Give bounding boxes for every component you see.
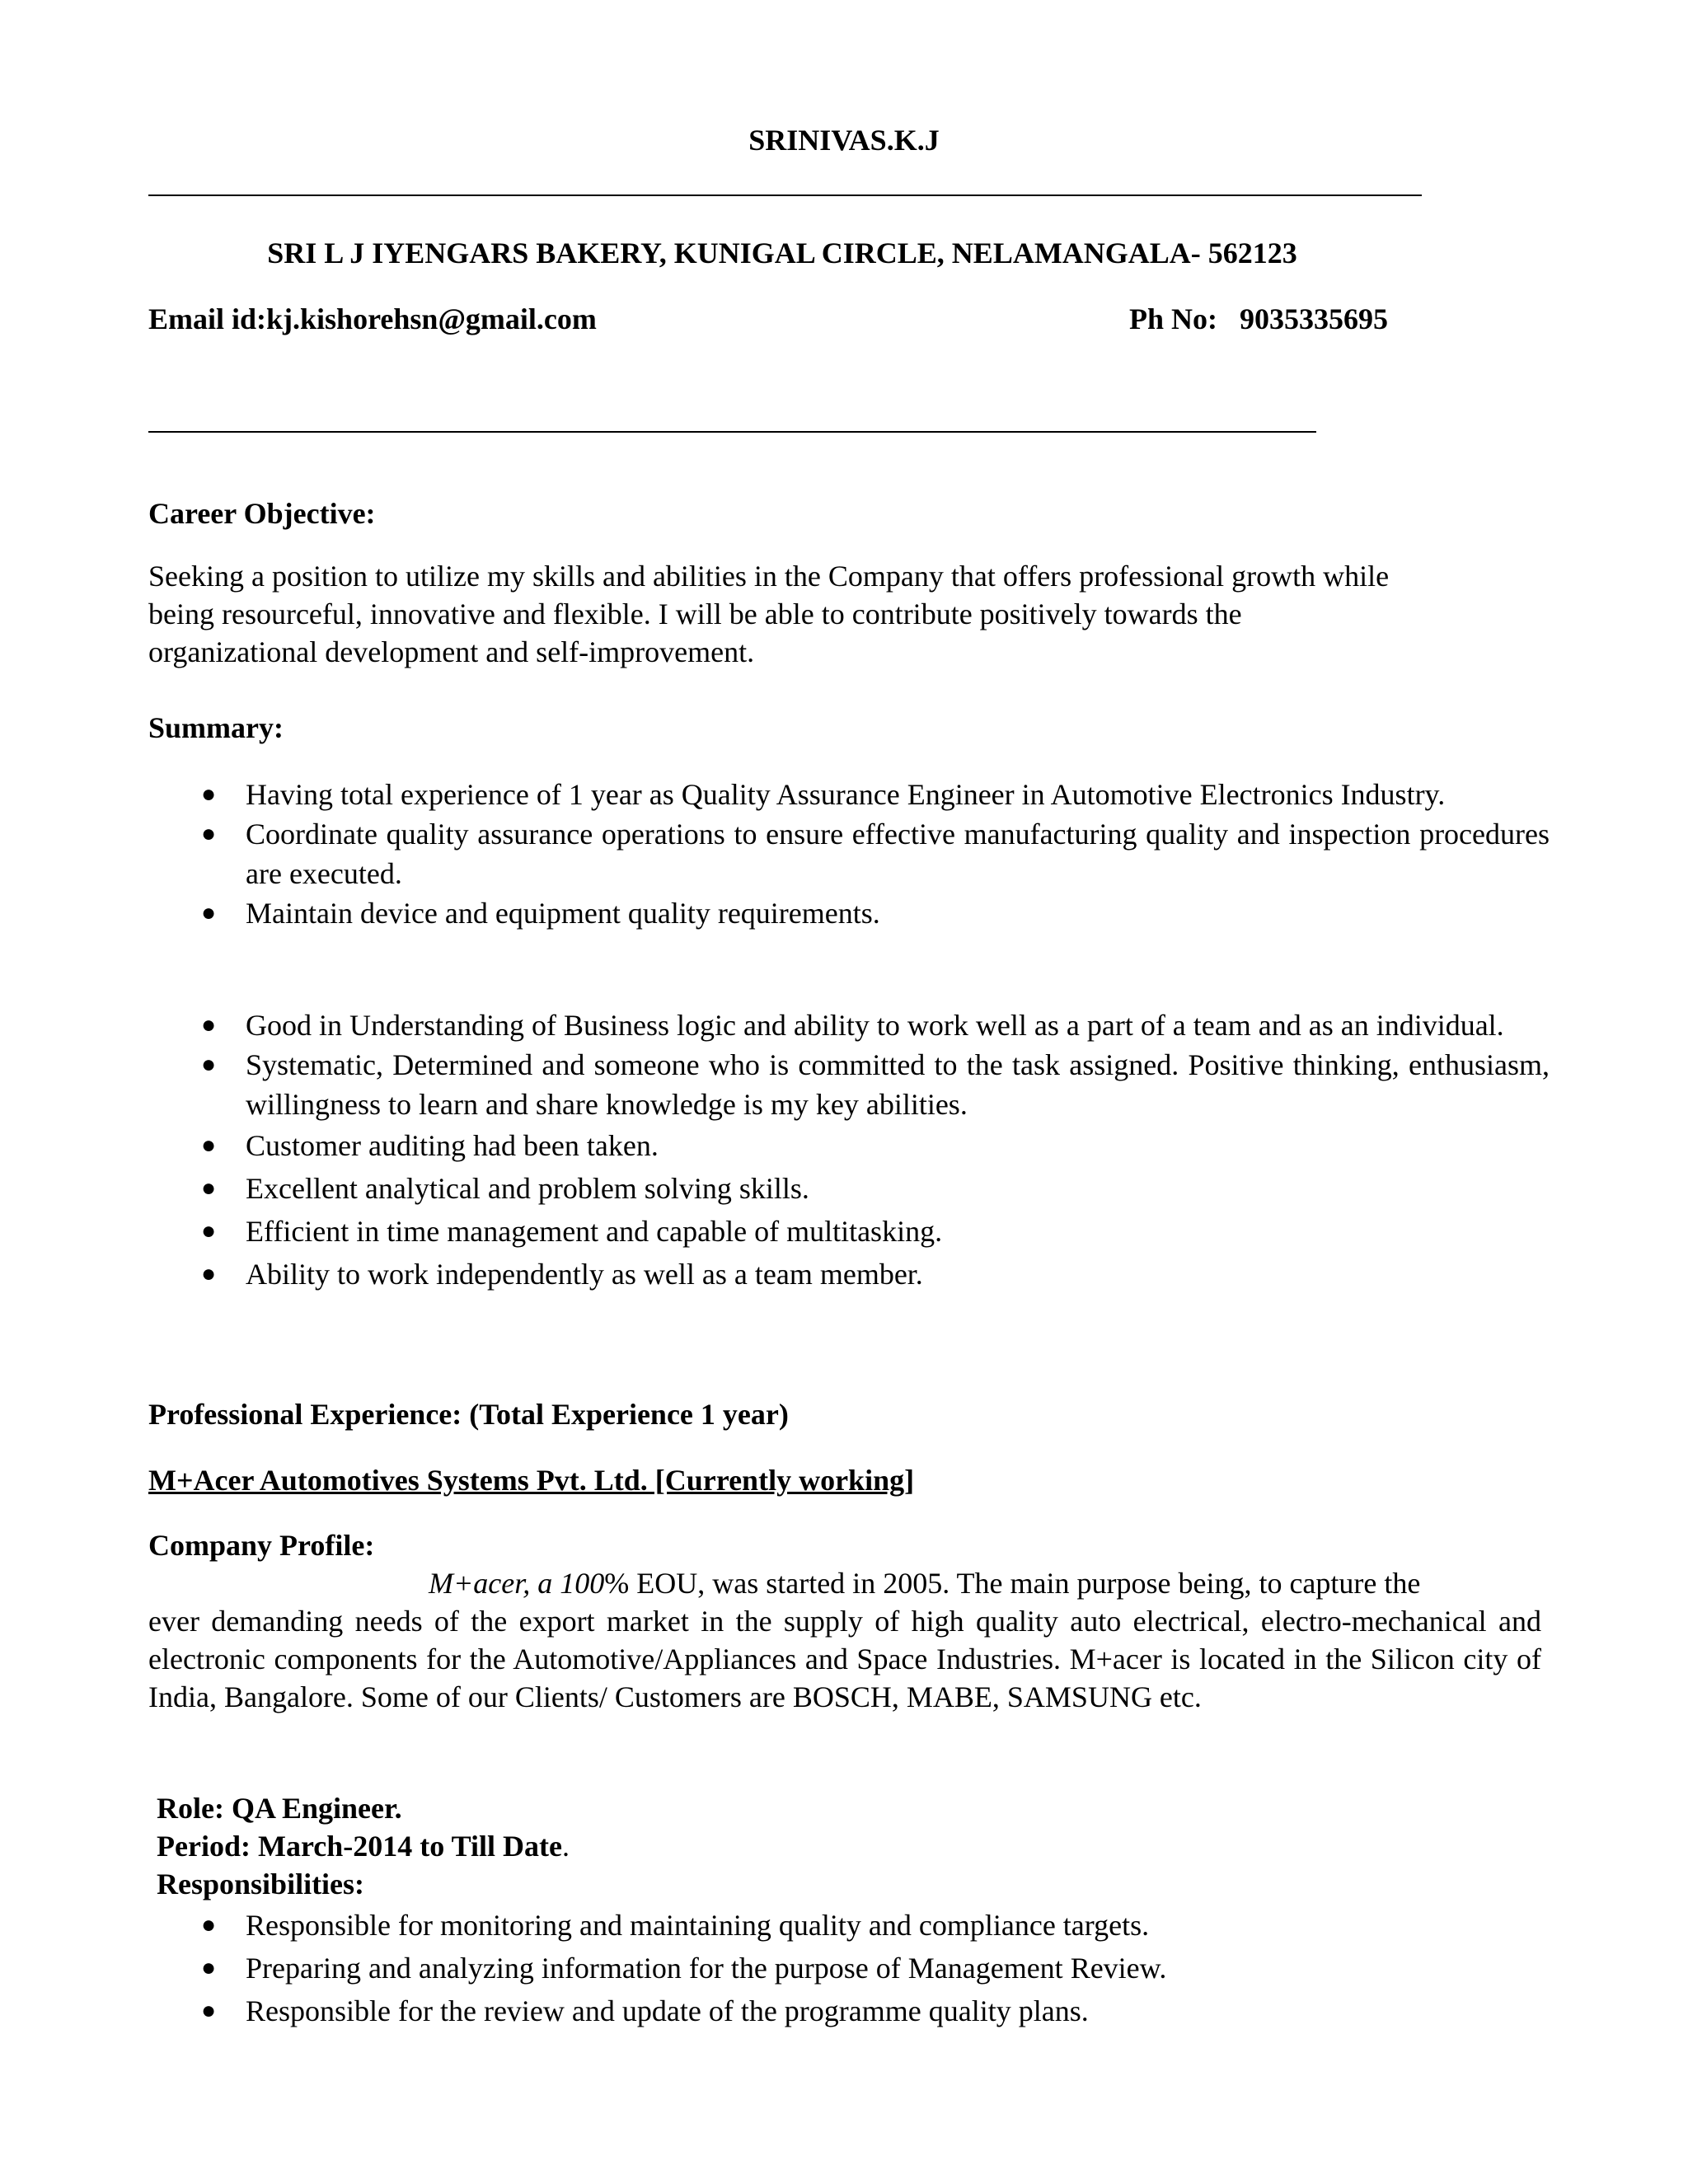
career-objective-line: being resourceful, innovative and flexible. I will be able to contribute positively towards the — [148, 598, 1242, 630]
summary-list-2 — [148, 1005, 1550, 1294]
list-item: ● Excellent analytical and problem solving skills. — [148, 1169, 1550, 1208]
list-item: ● Good in Understanding of Business logic and ability to work well as a part of a team and as an individual. — [148, 1005, 1550, 1045]
bullet-icon: ● — [201, 1217, 217, 1244]
responsibilities-list — [148, 1904, 1550, 2032]
bullet-icon: ● — [201, 899, 217, 926]
candidate-phone — [1129, 301, 1388, 337]
list-item: ● Ability to work independently as well as a team member. — [148, 1254, 1550, 1294]
bullet-icon: ● — [201, 1132, 217, 1159]
period — [157, 1828, 570, 1864]
experience-heading: Professional Experience: (Total Experience 1 year) — [148, 1398, 789, 1431]
bullet-icon: ● — [201, 780, 217, 808]
company-profile-rest: % EOU, was started in 2005. The main purpose being, to capture the — [604, 1567, 1421, 1600]
career-objective-text — [148, 557, 1541, 671]
summary-list-1 — [148, 775, 1550, 933]
bullet-icon: ● — [201, 1954, 217, 1981]
list-item: ● Efficient in time management and capable of multitasking. — [148, 1212, 1550, 1251]
list-item: ● Customer auditing had been taken. — [148, 1126, 1550, 1165]
company-profile-body: ever demanding needs of the export market in the supply of high quality auto electrical, electro-mechanical and electronic components for the Automotive/Appliances and Space Industries. M+acer is located in the Silicon city of India, Bangalore. Some of our Clients/ Customers are BOSCH, MABE, SAMSUNG etc. — [148, 1605, 1541, 1713]
company-name: M+Acer Automotives Systems Pvt. Ltd. [Currently working] — [148, 1464, 915, 1497]
list-item: ● Systematic, Determined and someone who is committed to the task assigned. Positive thinking, enthusiasm, willingness to learn and share knowledge is my key abilities. — [148, 1045, 1550, 1124]
bullet-icon: ● — [201, 1011, 217, 1038]
list-item: ● Maintain device and equipment quality requirements. — [148, 893, 1550, 933]
candidate-email: Email id:kj.kishorehsn@gmail.com — [148, 302, 597, 335]
summary-heading: Summary: — [148, 711, 284, 744]
list-item: ● Responsible for monitoring and maintaining quality and compliance targets. — [148, 1904, 1550, 1947]
period-text: Period: March-2014 to Till Date — [157, 1830, 562, 1863]
company-profile-italic: M+acer, a 100 — [429, 1567, 605, 1600]
company-profile-heading: Company Profile: — [148, 1529, 375, 1562]
career-objective-line: organizational development and self-improvement. — [148, 635, 755, 668]
list-item: ● Having total experience of 1 year as Quality Assurance Engineer in Automotive Electronics Industry. — [148, 775, 1550, 814]
header-rule-top — [148, 194, 1422, 196]
candidate-name: SRINIVAS.K.J — [748, 124, 940, 157]
bullet-icon: ● — [201, 1997, 217, 2024]
list-item: ● Preparing and analyzing information for the purpose of Management Review. — [148, 1947, 1550, 1990]
list-item: ● Coordinate quality assurance operations to ensure effective manufacturing quality and inspection procedures are executed. — [148, 814, 1550, 893]
career-objective-heading: Career Objective: — [148, 497, 376, 530]
responsibilities-heading: Responsibilities: — [157, 1868, 365, 1900]
period-end: . — [561, 1830, 570, 1863]
candidate-address: SRI L J IYENGARS BAKERY, KUNIGAL CIRCLE, NELAMANGALA- 562123 — [267, 237, 1297, 269]
phone-label: Ph No: — [1129, 302, 1217, 335]
role: Role: QA Engineer. — [157, 1792, 402, 1825]
bullet-icon: ● — [201, 1911, 217, 1938]
bullet-icon: ● — [201, 1174, 217, 1202]
bullet-icon: ● — [201, 1260, 217, 1287]
header-rule-bottom — [148, 431, 1316, 433]
bullet-icon: ● — [201, 820, 217, 847]
company-profile-first-line — [429, 1564, 1541, 1602]
career-objective-line: Seeking a position to utilize my skills and abilities in the Company that offers professional growth while — [148, 560, 1390, 593]
list-item: ● Responsible for the review and update of the programme quality plans. — [148, 1990, 1550, 2032]
bullet-icon: ● — [201, 1051, 217, 1078]
phone-number: 9035335695 — [1240, 302, 1388, 335]
